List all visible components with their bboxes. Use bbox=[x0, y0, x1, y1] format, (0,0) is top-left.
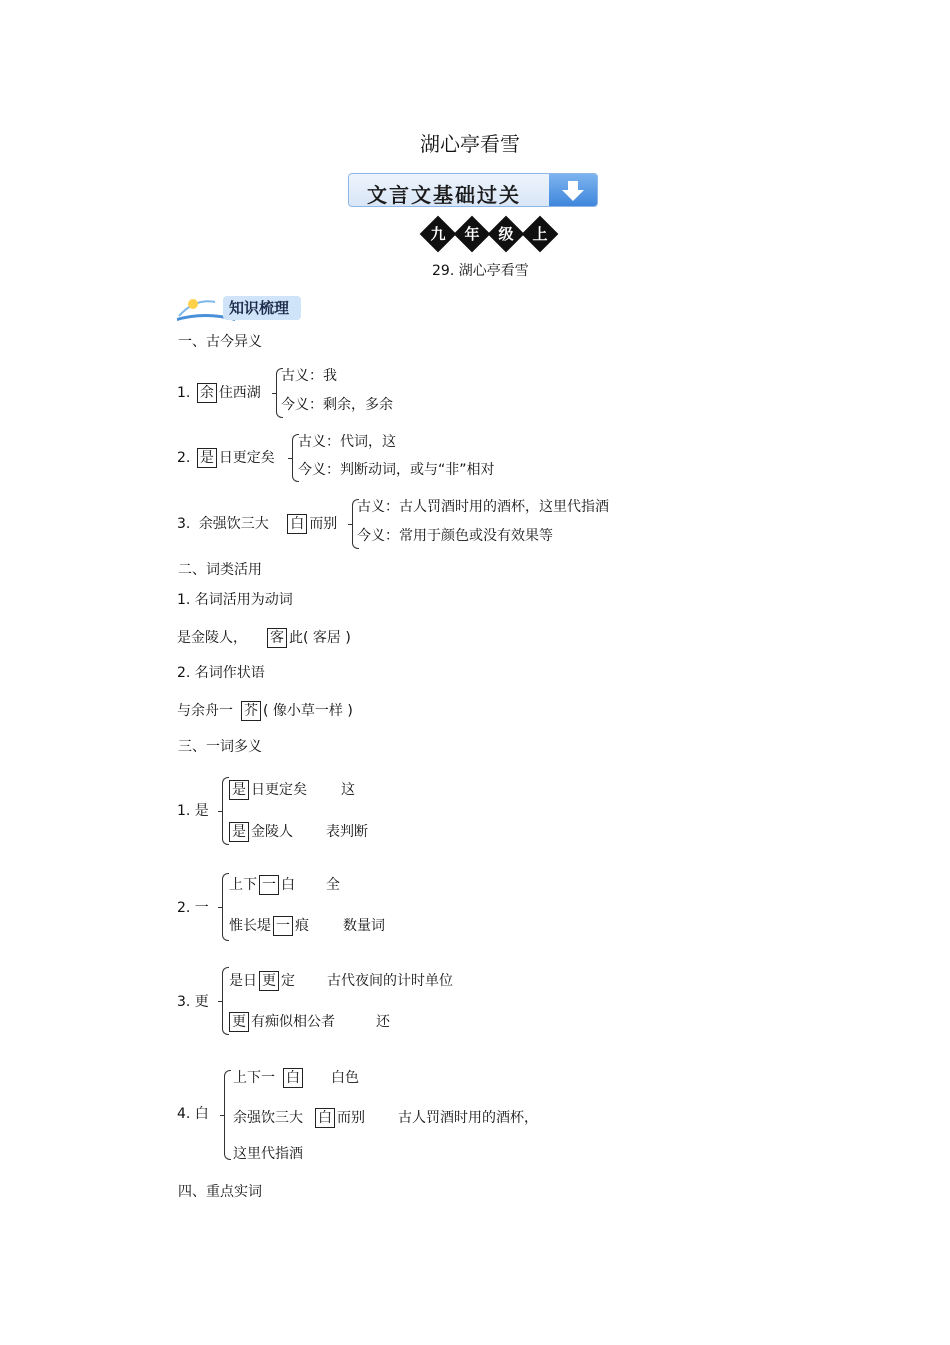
section-heading: 一、古今异义 bbox=[178, 334, 262, 350]
polysemy-example bbox=[233, 1068, 305, 1088]
polysemy-label: 3. 更 bbox=[177, 994, 209, 1010]
polysemy-label: 2. 一 bbox=[177, 900, 209, 916]
sub-heading: 1. 名词活用为动词 bbox=[177, 592, 293, 608]
modern-meaning: 今义：判断动词，或与“非”相对 bbox=[298, 462, 495, 478]
ancient-meaning: 古义：我 bbox=[281, 368, 337, 384]
key-char: 一 bbox=[259, 875, 279, 895]
grade-char: 级 bbox=[498, 225, 514, 243]
grade-char: 年 bbox=[464, 225, 480, 243]
gujin-item bbox=[177, 383, 261, 403]
example-pre: 与余舟一 bbox=[177, 703, 233, 719]
example-line bbox=[177, 628, 351, 648]
section-heading: 四、重点实词 bbox=[178, 1184, 262, 1200]
polysemy-example bbox=[229, 875, 295, 895]
key-char: 是 bbox=[229, 822, 249, 842]
polysemy-label: 1. 是 bbox=[177, 803, 209, 819]
ancient-meaning: 古义：代词，这 bbox=[298, 434, 396, 450]
example-rest: ( 像小草一样 ) bbox=[263, 703, 353, 719]
sub-heading: 2. 名词作状语 bbox=[177, 665, 265, 681]
meaning: 这 bbox=[341, 782, 355, 798]
grade-badge bbox=[420, 216, 564, 254]
meaning-continued: 这里代指酒 bbox=[233, 1146, 303, 1162]
meaning: 古代夜间的计时单位 bbox=[327, 973, 453, 989]
example-rest: 有痴似相公者 bbox=[251, 1014, 335, 1030]
meaning: 古人罚酒时用的酒杯， bbox=[398, 1110, 538, 1126]
item-text-pre: 余强饮三大 bbox=[198, 516, 269, 532]
meaning: 数量词 bbox=[343, 918, 385, 934]
badge-label: 知识梳理 bbox=[229, 299, 290, 317]
example-rest: 此( 客居 ) bbox=[289, 630, 351, 646]
example-rest: 而别 bbox=[337, 1110, 365, 1126]
gujin-item bbox=[177, 514, 337, 534]
example-pre: 上下 bbox=[229, 877, 257, 893]
polysemy-example bbox=[229, 1012, 335, 1032]
page-title: 湖心亭看雪 bbox=[420, 132, 520, 156]
meaning: 白色 bbox=[331, 1070, 359, 1086]
key-char: 白 bbox=[315, 1108, 335, 1128]
brace bbox=[222, 873, 229, 941]
ancient-meaning: 古义：古人罚酒时用的酒杯，这里代指酒 bbox=[357, 499, 609, 515]
key-char: 是 bbox=[229, 780, 249, 800]
example-line bbox=[177, 701, 353, 721]
lesson-heading: 29. 湖心亭看雪 bbox=[432, 263, 529, 279]
section-banner bbox=[348, 173, 598, 207]
item-number: 3. bbox=[177, 516, 191, 532]
section-heading: 三、一词多义 bbox=[178, 739, 262, 755]
example-pre: 是日 bbox=[229, 973, 257, 989]
key-char: 白 bbox=[283, 1068, 303, 1088]
key-char: 客 bbox=[267, 628, 287, 648]
knowledge-badge bbox=[175, 292, 303, 322]
section-heading: 二、词类活用 bbox=[178, 562, 262, 578]
modern-meaning: 今义：常用于颜色或没有效果等 bbox=[357, 528, 553, 544]
key-char: 芥 bbox=[241, 701, 261, 721]
item-text: 日更定矣 bbox=[218, 450, 275, 466]
item-number: 2. bbox=[177, 450, 191, 466]
polysemy-example bbox=[229, 780, 307, 800]
key-char: 白 bbox=[287, 514, 307, 534]
polysemy-example bbox=[229, 916, 309, 936]
example-pre: 是金陵人， bbox=[177, 630, 247, 646]
item-text: 而别 bbox=[309, 516, 338, 532]
polysemy-example bbox=[229, 971, 295, 991]
example-pre: 余强饮三大 bbox=[233, 1110, 303, 1126]
example-pre: 上下一 bbox=[233, 1070, 275, 1086]
meaning: 还 bbox=[376, 1014, 390, 1030]
example-rest: 白 bbox=[281, 877, 295, 893]
brace bbox=[222, 967, 229, 1035]
grade-char: 九 bbox=[430, 225, 446, 243]
key-char: 更 bbox=[259, 971, 279, 991]
meaning: 表判断 bbox=[326, 824, 368, 840]
polysemy-label: 4. 白 bbox=[177, 1106, 209, 1122]
key-char: 更 bbox=[229, 1012, 249, 1032]
brace bbox=[224, 1070, 231, 1160]
example-rest: 日更定矣 bbox=[251, 782, 307, 798]
modern-meaning: 今义：剩余，多余 bbox=[281, 397, 393, 413]
down-arrow-icon bbox=[549, 174, 597, 206]
polysemy-example bbox=[233, 1108, 365, 1128]
example-rest: 金陵人 bbox=[251, 824, 293, 840]
polysemy-example bbox=[229, 822, 293, 842]
example-rest: 定 bbox=[281, 973, 295, 989]
example-pre: 惟长堤 bbox=[229, 918, 271, 934]
key-char: 一 bbox=[273, 916, 293, 936]
item-text: 住西湖 bbox=[218, 385, 261, 401]
key-char: 是 bbox=[197, 448, 217, 468]
gujin-item bbox=[177, 448, 275, 468]
grade-char: 上 bbox=[532, 225, 548, 243]
brace bbox=[222, 777, 229, 845]
key-char: 余 bbox=[197, 383, 217, 403]
example-rest: 痕 bbox=[295, 918, 309, 934]
banner-text: 文言文基础过关 bbox=[367, 183, 521, 207]
meaning: 全 bbox=[326, 877, 340, 893]
item-number: 1. bbox=[177, 385, 191, 401]
